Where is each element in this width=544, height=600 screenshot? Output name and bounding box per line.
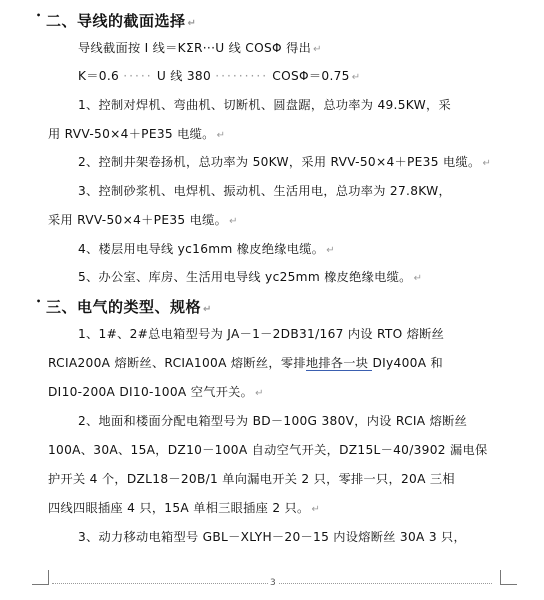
crop-mark-left — [32, 570, 49, 585]
list-item-continuation: 护开关 4 个，DZL18－20B/1 单向漏电开关 2 只，零排一只，20A 三相 — [48, 472, 455, 486]
list-item: 2、地面和楼面分配电箱型号为 BD－100G 380V，内设 RCIA 熔断丝 — [78, 414, 468, 428]
param-cos: COSΦ＝0.75 — [272, 69, 350, 83]
bullet-mark: • — [36, 11, 42, 20]
heading-text: 三、电气的类型、规格 — [46, 298, 202, 316]
list-item: 5、办公室、库房、生活用电导线 yc25mm 橡皮绝缘电缆。 ↵ — [78, 270, 423, 284]
list-item: 2、控制井架卷扬机，总功率为 50KW，采用 RVV-50×4＋PE35 电缆。 ↵ — [78, 155, 492, 169]
paragraph-mark: ↵ — [203, 304, 212, 315]
list-item: 3、控制砂浆机、电焊机、振动机、生活用电，总功率为 27.8KW， — [78, 184, 451, 198]
list-item-continuation: 四线四眼插座 4 只，15A 单相三眼插座 2 只。 ↵ — [48, 501, 321, 515]
paragraph-mark: ↵ — [187, 18, 197, 29]
parameter-line: K＝0.6 ····· U 线 380 ········· COSΦ＝0.75 ↵ — [78, 69, 361, 83]
page-number: 3 — [270, 578, 276, 588]
bullet-mark: • — [36, 297, 42, 306]
list-item: 1、控制对焊机、弯曲机、切断机、圆盘踞，总功率为 49.5KW，采 — [78, 98, 451, 112]
heading-text: 二、导线的截面选择 — [46, 12, 186, 30]
list-item-continuation: 用 RVV-50×4＋PE35 电缆。 ↵ — [48, 127, 226, 141]
param-u: U 线 380 — [156, 69, 212, 83]
section-heading-types — [36, 296, 212, 317]
underlined-text: 地排各一块 — [305, 356, 373, 370]
section-heading-conductor — [36, 10, 197, 31]
formula-line: 导线截面按 I 线＝KΣR···U 线 COSΦ 得出 ↵ — [78, 41, 322, 55]
param-k: K＝0.6 — [78, 69, 120, 83]
list-item: 4、楼层用电导线 yc16mm 橡皮绝缘电缆。 ↵ — [78, 242, 335, 256]
list-item: 3、动力移动电箱型号 GBL－XLYH－20－15 内设熔断丝 30A 3 只， — [78, 530, 467, 544]
list-item-continuation: DI10-200A DI10-100A 空气开关。 ↵ — [48, 385, 264, 399]
list-item-continuation: RCIA200A 熔断丝、RCIA100A 熔断丝，零排地排各一块 DIy400A 和 — [48, 356, 444, 370]
list-item: 1、1#、2#总电箱型号为 JA－1－2DB31/167 内设 RTO 熔断丝 — [78, 327, 445, 341]
list-item-continuation: 采用 RVV-50×4＋PE35 电缆。 ↵ — [48, 213, 238, 227]
crop-mark-right — [500, 570, 517, 585]
list-item-continuation: 100A、30A、15A，DZ10－100A 自动空气开关，DZ15L－40/3902 漏电保 — [48, 443, 488, 457]
